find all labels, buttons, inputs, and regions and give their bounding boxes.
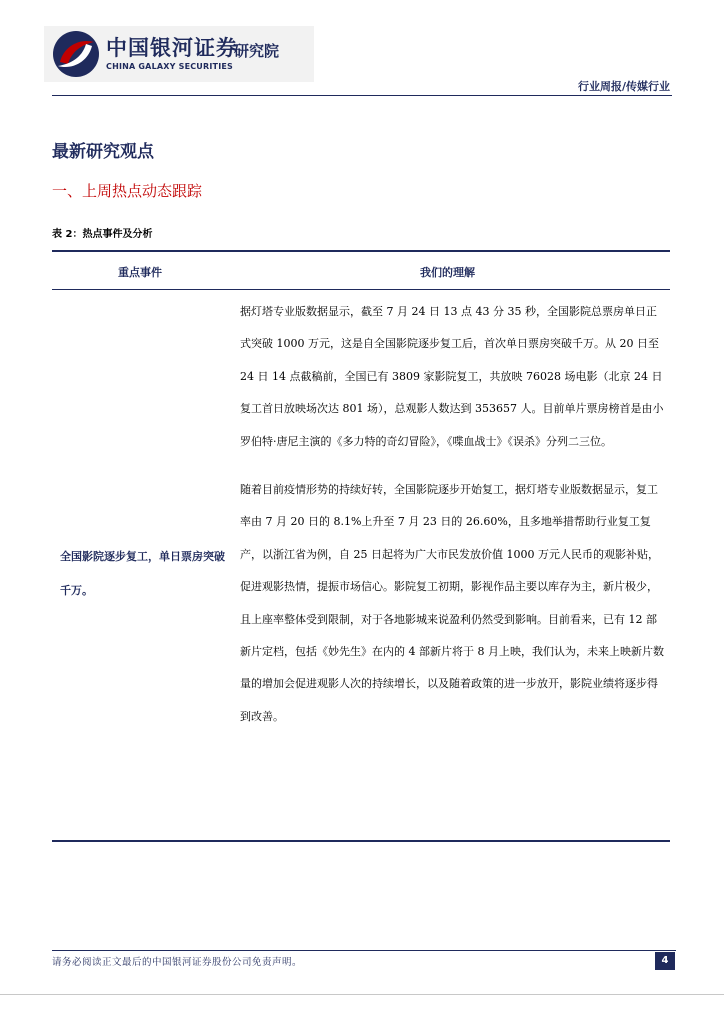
table-caption: 表 2：热点事件及分析 xyxy=(52,229,153,240)
section-subtitle: 一、上周热点动态跟踪 xyxy=(52,182,203,200)
header-divider xyxy=(52,95,672,96)
table-header-event: 重点事件 xyxy=(118,266,162,279)
page-number: 4 xyxy=(655,952,675,970)
footer-divider xyxy=(52,950,676,951)
footer-disclaimer: 请务必阅读正文最后的中国银河证券股份公司免责声明。 xyxy=(52,957,303,968)
logo-chinese-name: 中国银河证券 xyxy=(106,36,238,60)
table-header-rule xyxy=(52,289,670,290)
analysis-paragraph: 据灯塔专业版数据显示，截至 7 月 24 日 13 点 43 分 35 秒，全国影院总票房单日正式突破 1000 万元，这是自全国影院逐步复工后，首次单日票房突破千万。从 20 日至 24 日 14 点截稿前，全国已有 3809 家影院复工，共放映 76028 场电影（北京 24 日复工首日放映场次达 801 场），总观影人数达到 353657 人。目前单片票房榜首是由小罗伯特·唐尼主演的《多力特的奇幻冒险》，《喋血战士》《误杀》分列二三位。 xyxy=(240,305,664,448)
page-bottom-edge xyxy=(0,994,724,995)
logo-english-name: CHINA GALAXY SECURITIES xyxy=(106,62,233,71)
table-row-event: 全国影院逐步复工，单日票房突破千万。 xyxy=(60,550,225,597)
table-row-analysis xyxy=(240,296,664,733)
company-logo xyxy=(44,26,314,82)
section-title: 最新研究观点 xyxy=(52,142,154,162)
report-type: 行业周报/传媒行业 xyxy=(577,80,670,93)
table-header-view: 我们的理解 xyxy=(420,266,475,279)
table-top-rule xyxy=(52,250,670,252)
galaxy-logo-icon xyxy=(50,28,102,80)
page-header xyxy=(0,0,724,100)
logo-institute-name: 研究院 xyxy=(234,42,280,60)
analysis-paragraph: 随着目前疫情形势的持续好转，全国影院逐步开始复工，据灯塔专业版数据显示，复工率由 7 月 20 日的 8.1%上升至 7 月 23 日的 26.60%，且多地举措帮助行业复工复产，以浙江省为例，自 25 日起将为广大市民发放价值 1000 万元人民币的观影补贴，促进观影热情，提振市场信心。影院复工初期，影视作品主要以库存为主，新片极少，且上座率整体受到限制，对于各地影城来说盈利仍然受到影响。目前看来，已有 12 部新片定档，包括《妙先生》在内的 4 部新片将于 8 月上映，我们认为，未来上映新片数量的增加会促进观影人次的持续增长，以及随着政策的进一步放开，影院业绩将逐步得到改善。 xyxy=(240,483,664,723)
table-bottom-rule xyxy=(52,840,670,842)
